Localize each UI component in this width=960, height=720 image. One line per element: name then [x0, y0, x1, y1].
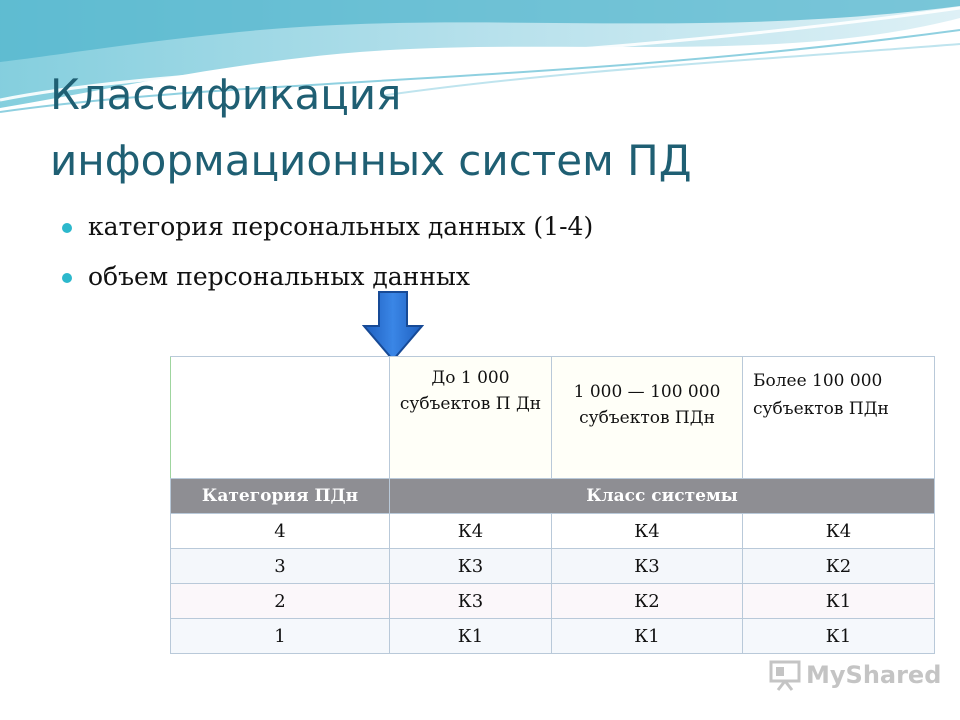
table-row — [171, 584, 935, 619]
slide-title — [50, 62, 930, 194]
bullet-list — [62, 212, 922, 312]
table-cell: К2 — [552, 584, 743, 619]
header-cell: 1 000 — 100 000 субъектов ПДн — [552, 357, 743, 479]
table-cell: К1 — [552, 619, 743, 654]
table-cell: К3 — [552, 549, 743, 584]
table-cell: К3 — [390, 549, 552, 584]
table-row — [171, 514, 935, 549]
table-cell: К1 — [743, 584, 935, 619]
table-cell: К1 — [390, 619, 552, 654]
table-corner-cell — [171, 357, 390, 479]
table-band-row — [171, 479, 935, 514]
bullet-item — [62, 262, 922, 312]
table-row — [171, 619, 935, 654]
arrow-down-icon — [362, 290, 424, 362]
slide-title-line2: информационных систем ПД — [50, 136, 692, 185]
table-cell: 4 — [171, 514, 390, 549]
table-cell: К4 — [552, 514, 743, 549]
header-cell: Более 100 000 субъектов ПДн — [743, 357, 935, 479]
header-cell: До 1 000 субъектов П Дн — [390, 357, 552, 479]
table-row — [171, 549, 935, 584]
table-cell: К1 — [743, 619, 935, 654]
table-cell: 1 — [171, 619, 390, 654]
bullet-text: объем персональных данных — [88, 262, 470, 291]
bullet-text: категория персональных данных (1-4) — [88, 212, 594, 241]
table-header-row — [171, 357, 935, 479]
table-cell: К4 — [390, 514, 552, 549]
table-cell: К2 — [743, 549, 935, 584]
band-label-category: Категория ПДн — [171, 479, 390, 514]
table-cell: К4 — [743, 514, 935, 549]
slide-title-line1: Классификация — [50, 70, 402, 119]
classification-table — [170, 356, 935, 654]
watermark-logo — [768, 658, 942, 692]
band-label-class: Класс системы — [390, 479, 935, 514]
bullet-dot-icon — [62, 273, 72, 283]
watermark-text: MyShared — [806, 661, 942, 689]
presentation-screen-icon — [768, 658, 802, 692]
table-cell: 3 — [171, 549, 390, 584]
bullet-dot-icon — [62, 223, 72, 233]
table-cell: 2 — [171, 584, 390, 619]
bullet-item — [62, 212, 922, 262]
table-cell: К3 — [390, 584, 552, 619]
